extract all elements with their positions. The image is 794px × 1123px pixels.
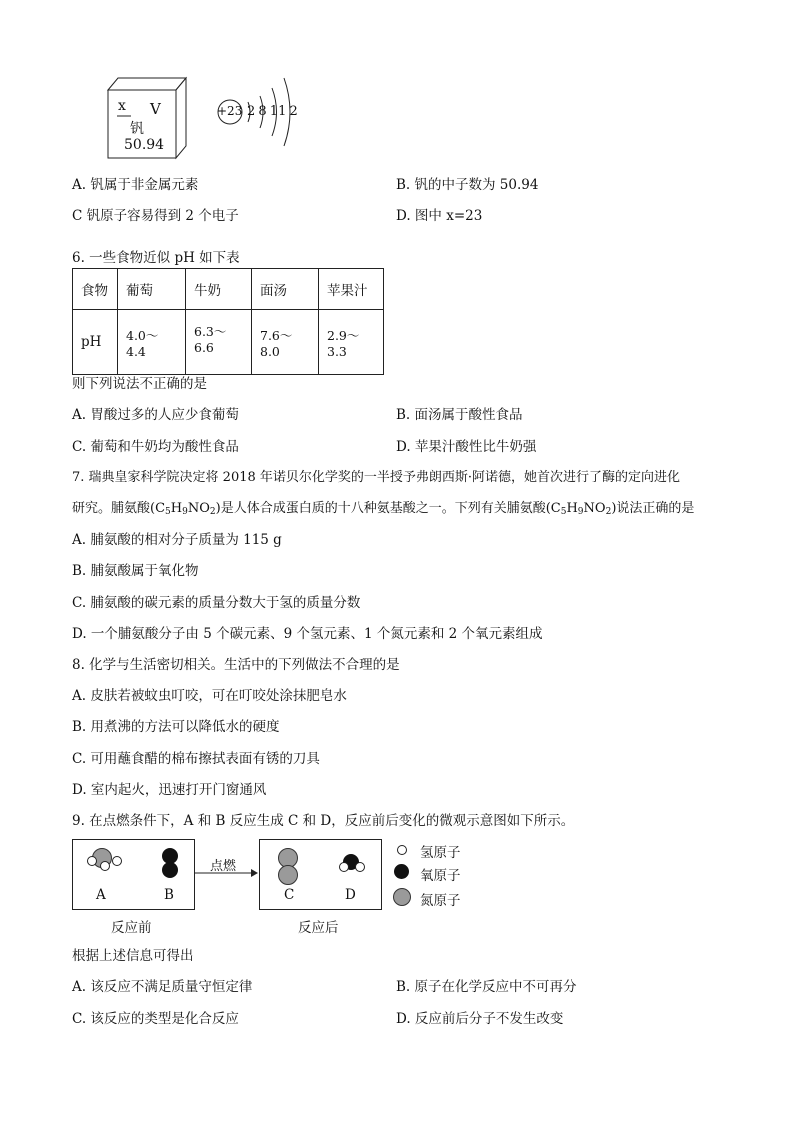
q9-follow: 根据上述信息可得出	[72, 948, 194, 964]
legend-hydrogen-icon	[397, 845, 407, 855]
text-span: NO	[187, 501, 210, 516]
label-d: D	[345, 887, 356, 903]
table-header-cell: 食物	[73, 269, 118, 310]
q6-option-c: C. 葡萄和牛奶均为酸性食品	[72, 439, 239, 455]
reaction-arrow	[195, 868, 259, 878]
table-header-cell: 葡萄	[118, 269, 186, 310]
q6-stem: 6. 一些食物近似 pH 如下表	[72, 250, 240, 266]
label-c: C	[284, 887, 295, 903]
ph-table	[72, 268, 384, 375]
q9-option-c: C. 该反应的类型是化合反应	[72, 1011, 239, 1027]
text-span: )是人体合成蛋白质的十八种氨基酸之一。下列有关脯氨酸(C	[215, 501, 561, 516]
element-mass: 50.94	[124, 137, 165, 153]
table-header-cell: 苹果汁	[319, 269, 384, 310]
hydrogen-atom	[112, 856, 122, 866]
subscript: 9	[577, 507, 584, 517]
q5-option-b: B. 钒的中子数为 50.94	[396, 177, 539, 193]
table-cell: 6.3～6.6	[186, 310, 252, 375]
q5-option-a: A. 钒属于非金属元素	[72, 177, 199, 193]
table-cell: 4.0～4.4	[118, 310, 186, 375]
legend-oxygen-icon	[394, 864, 409, 879]
legend-oxygen-label: 氧原子	[420, 868, 461, 884]
q7-option-c: C. 脯氨酸的碳元素的质量分数大于氢的质量分数	[72, 595, 361, 611]
q8-option-b: B. 用煮沸的方法可以降低水的硬度	[72, 719, 280, 735]
q6-follow: 则下列说法不正确的是	[72, 376, 207, 392]
label-before: 反应前	[111, 920, 152, 936]
nucleus-charge: +23	[217, 104, 243, 118]
legend-nitrogen-label: 氮原子	[420, 893, 461, 909]
table-header-cell: 牛奶	[186, 269, 252, 310]
subscript: 9	[182, 507, 188, 517]
subscript: 2	[209, 507, 216, 517]
table-cell: 2.9～3.3	[319, 310, 384, 375]
q7-stem-line1: 7. 瑞典皇家科学院决定将 2018 年诺贝尔化学奖的一半授予弗朗西斯·阿诺德，她首次进行了酶的定向进化	[72, 470, 681, 485]
electron-shells: 2 8 11 2	[247, 104, 298, 119]
q7-stem-line2	[72, 497, 694, 517]
text-span: H	[566, 501, 578, 516]
q7-option-a: A. 脯氨酸的相对分子质量为 115 g	[72, 532, 282, 548]
q8-stem: 8. 化学与生活密切相关。生活中的下列做法不合理的是	[72, 657, 400, 673]
q6-option-b: B. 面汤属于酸性食品	[396, 407, 523, 423]
oxygen-atom	[162, 862, 178, 878]
element-name: 钒	[130, 121, 144, 137]
element-symbol: V	[150, 100, 161, 118]
table-cell: pH	[73, 310, 118, 375]
reaction-condition: 点燃	[210, 859, 237, 874]
subscript: 2	[605, 507, 612, 517]
text-span: )说法正确的是	[611, 501, 695, 516]
q5-option-d: D. 图中 x=23	[396, 208, 483, 224]
text-span: NO	[583, 501, 606, 516]
q8-option-d: D. 室内起火，迅速打开门窗通风	[72, 782, 267, 798]
element-number: x	[118, 98, 126, 114]
hydrogen-atom	[100, 861, 110, 871]
subscript: 5	[165, 507, 171, 517]
nitrogen-atom	[278, 865, 298, 885]
q9-option-b: B. 原子在化学反应中不可再分	[396, 979, 577, 995]
q8-option-a: A. 皮肤若被蚊虫叮咬，可在叮咬处涂抹肥皂水	[72, 688, 347, 704]
label-after: 反应后	[298, 920, 339, 936]
q5-option-c: C 钒原子容易得到 2 个电子	[72, 208, 239, 224]
label-b: B	[164, 887, 174, 903]
q9-stem: 9. 在点燃条件下，A 和 B 反应生成 C 和 D，反应前后变化的微观示意图如下所示。	[72, 813, 575, 829]
q9-option-a: A. 该反应不满足质量守恒定律	[72, 979, 253, 995]
q6-option-a: A. 胃酸过多的人应少食葡萄	[72, 407, 239, 423]
label-a: A	[96, 887, 106, 903]
q8-option-c: C. 可用蘸食醋的棉布擦拭表面有锈的刀具	[72, 751, 320, 767]
hydrogen-atom	[339, 862, 349, 872]
q9-option-d: D. 反应前后分子不发生改变	[396, 1011, 564, 1027]
q7-option-d: D. 一个脯氨酸分子由 5 个碳元素、9 个氢元素、1 个氮元素和 2 个氧元素组成	[72, 626, 543, 642]
q6-option-d: D. 苹果汁酸性比牛奶强	[396, 439, 537, 455]
q7-option-b: B. 脯氨酸属于氧化物	[72, 563, 199, 579]
text-span: H	[170, 501, 183, 516]
legend-nitrogen-icon	[393, 888, 411, 906]
table-cell: 7.6～8.0	[252, 310, 319, 375]
hydrogen-atom	[87, 856, 97, 866]
text-span: 研究。脯氨酸(C	[72, 501, 166, 516]
legend-hydrogen-label: 氢原子	[420, 845, 461, 861]
subscript: 5	[560, 507, 567, 517]
hydrogen-atom	[355, 862, 365, 872]
table-header-cell: 面汤	[252, 269, 319, 310]
